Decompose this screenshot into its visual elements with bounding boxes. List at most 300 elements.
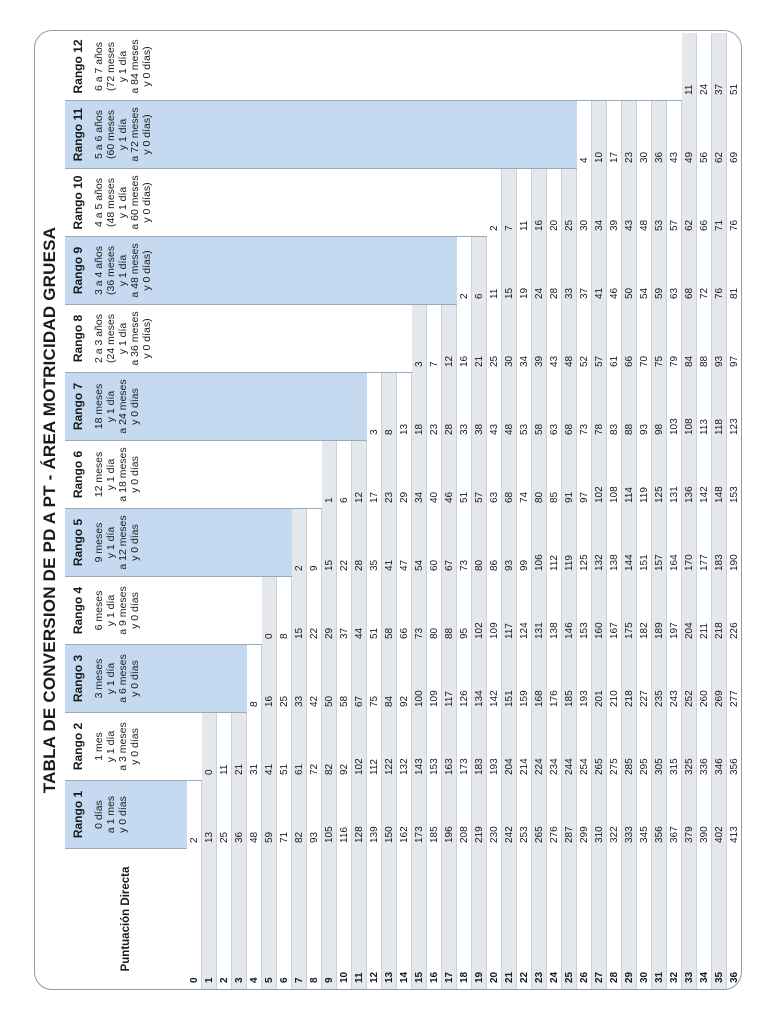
range-description-line: y 0 días bbox=[117, 796, 129, 833]
range-description-line: a 48 meses bbox=[129, 243, 141, 298]
range-description-line: a 84 meses bbox=[129, 39, 141, 94]
pt-cell: 25 bbox=[487, 305, 502, 373]
pt-cell: 173 bbox=[457, 713, 472, 781]
pt-cell: 63 bbox=[547, 373, 562, 441]
pt-cell: 119 bbox=[562, 509, 577, 577]
pt-cell: 108 bbox=[682, 373, 697, 441]
pt-cell: 196 bbox=[442, 781, 457, 849]
pt-cell: 37 bbox=[712, 33, 727, 101]
pt-cell: 62 bbox=[682, 169, 697, 237]
pt-cell: 143 bbox=[412, 713, 427, 781]
pt-cell: 30 bbox=[637, 101, 652, 169]
pt-cell: 136 bbox=[682, 441, 697, 509]
pt-cell: 91 bbox=[562, 441, 577, 509]
range-description bbox=[93, 101, 153, 168]
pt-cell: 25 bbox=[217, 781, 232, 849]
range-name: Rango 6 bbox=[71, 450, 85, 499]
pd-value-13: 13 bbox=[382, 849, 397, 989]
range-description-line: 5 a 6 años bbox=[93, 109, 105, 160]
pt-cell: 315 bbox=[667, 713, 682, 781]
pt-cell: 67 bbox=[442, 509, 457, 577]
pt-cell: 2 bbox=[187, 781, 202, 849]
pt-cell: 138 bbox=[607, 509, 622, 577]
pt-cell: 162 bbox=[397, 781, 412, 849]
pt-cell: 138 bbox=[547, 577, 562, 645]
range-description-line: y 1 día bbox=[105, 730, 117, 763]
pd-value-8: 8 bbox=[307, 849, 322, 989]
pt-cell: 39 bbox=[607, 169, 622, 237]
range-description-line: 9 meses bbox=[93, 522, 105, 563]
range-description-line: 1 mes bbox=[93, 732, 105, 761]
pt-cell: 119 bbox=[637, 441, 652, 509]
range-description-line: y 0 días bbox=[129, 388, 141, 425]
pt-cell: 66 bbox=[622, 305, 637, 373]
pt-cell: 51 bbox=[457, 441, 472, 509]
pt-cell: 210 bbox=[607, 645, 622, 713]
pt-cell: 356 bbox=[727, 713, 742, 781]
pt-cell: 42 bbox=[307, 645, 322, 713]
pt-cell: 15 bbox=[292, 577, 307, 645]
pt-cell: 176 bbox=[547, 645, 562, 713]
pt-cell: 100 bbox=[412, 645, 427, 713]
pt-cell: 30 bbox=[502, 305, 517, 373]
pt-cell: 265 bbox=[592, 713, 607, 781]
pt-cell: 22 bbox=[337, 509, 352, 577]
pd-value-9: 9 bbox=[322, 849, 337, 989]
pd-value-17: 17 bbox=[442, 849, 457, 989]
range-description-line: y 1 día bbox=[117, 50, 129, 83]
pt-cell: 43 bbox=[547, 305, 562, 373]
pt-cell: 224 bbox=[532, 713, 547, 781]
pt-cell: 92 bbox=[397, 645, 412, 713]
pt-cell: 325 bbox=[682, 713, 697, 781]
pt-cell: 211 bbox=[697, 577, 712, 645]
pt-cell: 103 bbox=[667, 373, 682, 441]
pt-cell: 93 bbox=[712, 305, 727, 373]
pt-cell: 183 bbox=[472, 713, 487, 781]
range-description-line: a 72 meses bbox=[129, 107, 141, 162]
pt-cell: 22 bbox=[307, 577, 322, 645]
pt-cell: 46 bbox=[607, 237, 622, 305]
pt-cell: 51 bbox=[367, 577, 382, 645]
range-name: Rango 11 bbox=[71, 107, 85, 162]
pt-cell: 49 bbox=[682, 101, 697, 169]
pd-value-27: 27 bbox=[592, 849, 607, 989]
pt-cell: 88 bbox=[622, 373, 637, 441]
pt-cell: 164 bbox=[667, 509, 682, 577]
pt-cell: 185 bbox=[427, 781, 442, 849]
pt-cell: 322 bbox=[607, 781, 622, 849]
pt-cell: 244 bbox=[562, 713, 577, 781]
pt-cell: 218 bbox=[712, 577, 727, 645]
pt-cell: 78 bbox=[592, 373, 607, 441]
pt-cell: 23 bbox=[427, 373, 442, 441]
pt-cell: 62 bbox=[712, 101, 727, 169]
pt-cell: 193 bbox=[487, 713, 502, 781]
pt-cell: 29 bbox=[397, 441, 412, 509]
pt-cell: 13 bbox=[397, 373, 412, 441]
pt-cell: 157 bbox=[652, 509, 667, 577]
pt-cell: 413 bbox=[727, 781, 742, 849]
range-description-line: y 1 día bbox=[117, 254, 129, 287]
range-description-line: y 1 día bbox=[105, 526, 117, 559]
pt-cell: 214 bbox=[517, 713, 532, 781]
pt-cell: 68 bbox=[682, 237, 697, 305]
range-header-2 bbox=[65, 713, 187, 781]
pt-cell: 63 bbox=[667, 237, 682, 305]
pd-value-36: 36 bbox=[727, 849, 742, 989]
range-header-5 bbox=[65, 509, 187, 577]
pt-cell: 260 bbox=[697, 645, 712, 713]
pt-cell: 59 bbox=[652, 237, 667, 305]
pt-cell: 71 bbox=[712, 169, 727, 237]
pt-cell: 46 bbox=[442, 441, 457, 509]
pt-cell: 25 bbox=[277, 645, 292, 713]
pt-cell: 201 bbox=[592, 645, 607, 713]
pt-cell: 160 bbox=[592, 577, 607, 645]
pt-cell: 124 bbox=[517, 577, 532, 645]
pt-cell: 2 bbox=[457, 237, 472, 305]
pt-cell: 73 bbox=[457, 509, 472, 577]
pt-cell: 73 bbox=[412, 577, 427, 645]
pt-cell: 86 bbox=[487, 509, 502, 577]
range-description-line: y 0 días) bbox=[141, 114, 153, 155]
range-name: Rango 5 bbox=[71, 518, 85, 567]
range-description-line: a 24 meses bbox=[117, 379, 129, 434]
pt-cell: 134 bbox=[472, 645, 487, 713]
pt-cell: 15 bbox=[502, 237, 517, 305]
range-name: Rango 9 bbox=[71, 246, 85, 295]
pt-cell: 74 bbox=[517, 441, 532, 509]
range-description-line: y 1 día bbox=[105, 662, 117, 695]
pt-cell: 190 bbox=[727, 509, 742, 577]
pt-cell: 38 bbox=[472, 373, 487, 441]
range-name: Rango 1 bbox=[71, 790, 85, 839]
pt-cell: 33 bbox=[292, 645, 307, 713]
pt-cell: 54 bbox=[412, 509, 427, 577]
pt-cell: 43 bbox=[487, 373, 502, 441]
pt-cell: 153 bbox=[427, 713, 442, 781]
pd-value-14: 14 bbox=[397, 849, 412, 989]
conversion-table bbox=[65, 31, 741, 989]
pt-cell: 4 bbox=[577, 101, 592, 169]
pt-cell: 60 bbox=[427, 509, 442, 577]
range-header-4 bbox=[65, 577, 187, 645]
pt-cell: 53 bbox=[517, 373, 532, 441]
pt-cell: 123 bbox=[727, 373, 742, 441]
pt-cell: 234 bbox=[547, 713, 562, 781]
range-description-line: y 0 días) bbox=[141, 46, 153, 87]
pt-cell: 48 bbox=[247, 781, 262, 849]
pd-column-header: Puntuación Directa bbox=[65, 849, 187, 989]
pt-cell: 11 bbox=[517, 169, 532, 237]
pt-cell: 243 bbox=[667, 645, 682, 713]
pt-cell: 69 bbox=[727, 101, 742, 169]
pt-cell: 117 bbox=[502, 577, 517, 645]
pt-cell: 17 bbox=[607, 101, 622, 169]
pd-value-5: 5 bbox=[262, 849, 277, 989]
pt-cell: 37 bbox=[337, 577, 352, 645]
pt-cell: 8 bbox=[247, 645, 262, 713]
pt-cell: 299 bbox=[577, 781, 592, 849]
pt-cell: 24 bbox=[697, 33, 712, 101]
pt-cell: 0 bbox=[202, 713, 217, 781]
pt-cell: 102 bbox=[592, 441, 607, 509]
pt-cell: 117 bbox=[442, 645, 457, 713]
pt-cell: 67 bbox=[352, 645, 367, 713]
pt-cell: 112 bbox=[367, 713, 382, 781]
pd-value-7: 7 bbox=[292, 849, 307, 989]
pt-cell: 185 bbox=[562, 645, 577, 713]
range-name: Rango 12 bbox=[71, 39, 85, 94]
pt-cell: 16 bbox=[532, 169, 547, 237]
pt-cell: 6 bbox=[337, 441, 352, 509]
pt-cell: 8 bbox=[277, 577, 292, 645]
range-description-line: y 1 día bbox=[105, 594, 117, 627]
pt-cell: 93 bbox=[637, 373, 652, 441]
range-header-9 bbox=[65, 237, 187, 305]
range-description-line: (36 meses bbox=[105, 245, 117, 296]
pt-cell: 51 bbox=[727, 33, 742, 101]
pt-cell: 144 bbox=[622, 509, 637, 577]
pt-cell: 275 bbox=[607, 713, 622, 781]
pd-value-35: 35 bbox=[712, 849, 727, 989]
pt-cell: 54 bbox=[637, 237, 652, 305]
pt-cell: 36 bbox=[232, 781, 247, 849]
range-description bbox=[93, 237, 153, 304]
pt-cell: 15 bbox=[322, 509, 337, 577]
range-description-line: 4 a 5 años bbox=[93, 177, 105, 228]
pt-cell: 21 bbox=[472, 305, 487, 373]
pt-cell: 3 bbox=[367, 373, 382, 441]
pt-cell: 336 bbox=[697, 713, 712, 781]
pt-cell: 34 bbox=[517, 305, 532, 373]
pt-cell: 43 bbox=[667, 101, 682, 169]
pt-cell: 72 bbox=[697, 237, 712, 305]
pt-cell: 61 bbox=[292, 713, 307, 781]
pt-cell: 173 bbox=[412, 781, 427, 849]
pt-cell: 2 bbox=[487, 169, 502, 237]
pt-cell: 44 bbox=[352, 577, 367, 645]
pt-cell: 57 bbox=[592, 305, 607, 373]
pt-cell: 170 bbox=[682, 509, 697, 577]
pt-cell: 148 bbox=[712, 441, 727, 509]
pt-cell: 28 bbox=[547, 237, 562, 305]
range-description-line: y 0 días bbox=[129, 660, 141, 697]
pt-cell: 163 bbox=[442, 713, 457, 781]
pt-cell: 84 bbox=[682, 305, 697, 373]
pt-cell: 57 bbox=[667, 169, 682, 237]
pt-cell: 48 bbox=[562, 305, 577, 373]
pt-cell: 118 bbox=[712, 373, 727, 441]
pt-cell: 131 bbox=[532, 577, 547, 645]
pd-value-2: 2 bbox=[217, 849, 232, 989]
pt-cell: 102 bbox=[352, 713, 367, 781]
range-description bbox=[93, 713, 141, 780]
range-description-line: a 3 meses bbox=[117, 722, 129, 771]
pt-cell: 12 bbox=[352, 441, 367, 509]
range-header-1 bbox=[65, 781, 187, 849]
range-description-line: y 0 días bbox=[129, 728, 141, 765]
pt-cell: 252 bbox=[682, 645, 697, 713]
pt-cell: 402 bbox=[712, 781, 727, 849]
pt-cell: 41 bbox=[592, 237, 607, 305]
range-description-line: a 9 meses bbox=[117, 586, 129, 635]
pt-cell: 175 bbox=[622, 577, 637, 645]
pt-cell: 33 bbox=[457, 373, 472, 441]
pt-cell: 98 bbox=[652, 373, 667, 441]
pt-cell: 367 bbox=[667, 781, 682, 849]
pt-cell: 99 bbox=[517, 509, 532, 577]
pt-cell: 230 bbox=[487, 781, 502, 849]
range-description-line: 2 a 3 años bbox=[93, 313, 105, 364]
pt-cell: 68 bbox=[562, 373, 577, 441]
pd-value-24: 24 bbox=[547, 849, 562, 989]
pd-value-31: 31 bbox=[652, 849, 667, 989]
pt-cell: 108 bbox=[607, 441, 622, 509]
pt-cell: 310 bbox=[592, 781, 607, 849]
range-description-line: 18 meses bbox=[93, 383, 105, 430]
pt-cell: 31 bbox=[247, 713, 262, 781]
pt-cell: 23 bbox=[622, 101, 637, 169]
pt-cell: 254 bbox=[577, 713, 592, 781]
range-description-line: y 0 días bbox=[129, 592, 141, 629]
pt-cell: 25 bbox=[562, 169, 577, 237]
pt-cell: 66 bbox=[397, 577, 412, 645]
pt-cell: 122 bbox=[382, 713, 397, 781]
pt-cell: 92 bbox=[337, 713, 352, 781]
pd-value-28: 28 bbox=[607, 849, 622, 989]
pt-cell: 345 bbox=[637, 781, 652, 849]
pt-cell: 34 bbox=[592, 169, 607, 237]
pt-cell: 37 bbox=[577, 237, 592, 305]
range-description-line: a 36 meses bbox=[129, 311, 141, 366]
pt-cell: 51 bbox=[277, 713, 292, 781]
pd-value-25: 25 bbox=[562, 849, 577, 989]
range-column-12 bbox=[187, 33, 741, 101]
pt-cell: 114 bbox=[622, 441, 637, 509]
pt-cell: 182 bbox=[637, 577, 652, 645]
pt-cell: 82 bbox=[292, 781, 307, 849]
pt-cell: 218 bbox=[622, 645, 637, 713]
range-description bbox=[93, 645, 141, 712]
pt-cell: 40 bbox=[427, 441, 442, 509]
range-description-line: y 0 días bbox=[129, 524, 141, 561]
pt-cell: 19 bbox=[517, 237, 532, 305]
range-description-line: a 1 mes bbox=[105, 795, 117, 834]
pt-cell: 70 bbox=[637, 305, 652, 373]
pt-cell: 356 bbox=[652, 781, 667, 849]
range-name: Rango 7 bbox=[71, 382, 85, 431]
pt-cell: 83 bbox=[607, 373, 622, 441]
pt-cell: 142 bbox=[487, 645, 502, 713]
pd-value-20: 20 bbox=[487, 849, 502, 989]
pt-cell: 6 bbox=[472, 237, 487, 305]
range-name: Rango 10 bbox=[71, 175, 85, 230]
pt-cell: 9 bbox=[307, 509, 322, 577]
pt-cell: 277 bbox=[727, 645, 742, 713]
pd-value-34: 34 bbox=[697, 849, 712, 989]
pt-cell: 11 bbox=[487, 237, 502, 305]
pt-cell: 93 bbox=[307, 781, 322, 849]
range-description-line: a 6 meses bbox=[117, 654, 129, 703]
range-description-line: a 12 meses bbox=[117, 515, 129, 570]
pd-value-4: 4 bbox=[247, 849, 262, 989]
pd-value-29: 29 bbox=[622, 849, 637, 989]
pt-cell: 242 bbox=[502, 781, 517, 849]
range-header-11 bbox=[65, 101, 187, 169]
pd-value-3: 3 bbox=[232, 849, 247, 989]
pt-cell: 21 bbox=[232, 713, 247, 781]
pt-cell: 3 bbox=[412, 305, 427, 373]
pt-cell: 28 bbox=[352, 509, 367, 577]
pt-cell: 390 bbox=[697, 781, 712, 849]
pt-cell: 146 bbox=[562, 577, 577, 645]
pd-value-10: 10 bbox=[337, 849, 352, 989]
range-description-line: 12 meses bbox=[93, 451, 105, 498]
pd-value-0: 0 bbox=[187, 849, 202, 989]
pd-value-18: 18 bbox=[457, 849, 472, 989]
pt-cell: 93 bbox=[502, 509, 517, 577]
pt-cell: 142 bbox=[697, 441, 712, 509]
range-header-3 bbox=[65, 645, 187, 713]
pt-cell: 97 bbox=[727, 305, 742, 373]
range-header-10 bbox=[65, 169, 187, 237]
pt-cell: 79 bbox=[667, 305, 682, 373]
pt-cell: 132 bbox=[397, 713, 412, 781]
pt-cell: 56 bbox=[697, 101, 712, 169]
pt-cell: 97 bbox=[577, 441, 592, 509]
pd-value-22: 22 bbox=[517, 849, 532, 989]
pd-value-33: 33 bbox=[682, 849, 697, 989]
range-description-line: 0 días bbox=[93, 800, 105, 829]
pt-cell: 13 bbox=[202, 781, 217, 849]
range-header-8 bbox=[65, 305, 187, 373]
pt-cell: 287 bbox=[562, 781, 577, 849]
pt-cell: 29 bbox=[322, 577, 337, 645]
pd-value-16: 16 bbox=[427, 849, 442, 989]
pt-cell: 153 bbox=[577, 577, 592, 645]
pt-cell: 39 bbox=[532, 305, 547, 373]
pt-cell: 95 bbox=[457, 577, 472, 645]
pt-cell: 109 bbox=[487, 577, 502, 645]
pd-value-19: 19 bbox=[472, 849, 487, 989]
range-description bbox=[93, 577, 141, 644]
pt-cell: 109 bbox=[427, 645, 442, 713]
pt-cell: 17 bbox=[367, 441, 382, 509]
pt-cell: 11 bbox=[682, 33, 697, 101]
pt-cell: 226 bbox=[727, 577, 742, 645]
range-description-line: (60 meses bbox=[105, 109, 117, 160]
pt-cell: 20 bbox=[547, 169, 562, 237]
range-description-line: y 0 días) bbox=[141, 250, 153, 291]
range-description bbox=[93, 373, 141, 440]
pt-cell: 35 bbox=[367, 509, 382, 577]
pt-cell: 235 bbox=[652, 645, 667, 713]
pd-value-11: 11 bbox=[352, 849, 367, 989]
pt-cell: 50 bbox=[322, 645, 337, 713]
pt-cell: 72 bbox=[307, 713, 322, 781]
pt-cell: 24 bbox=[532, 237, 547, 305]
pt-cell: 41 bbox=[262, 713, 277, 781]
pt-cell: 151 bbox=[637, 509, 652, 577]
rotated-page bbox=[34, 30, 742, 990]
pt-cell: 43 bbox=[622, 169, 637, 237]
pt-cell: 0 bbox=[262, 577, 277, 645]
pt-cell: 58 bbox=[532, 373, 547, 441]
pd-value-12: 12 bbox=[367, 849, 382, 989]
pt-cell: 265 bbox=[532, 781, 547, 849]
